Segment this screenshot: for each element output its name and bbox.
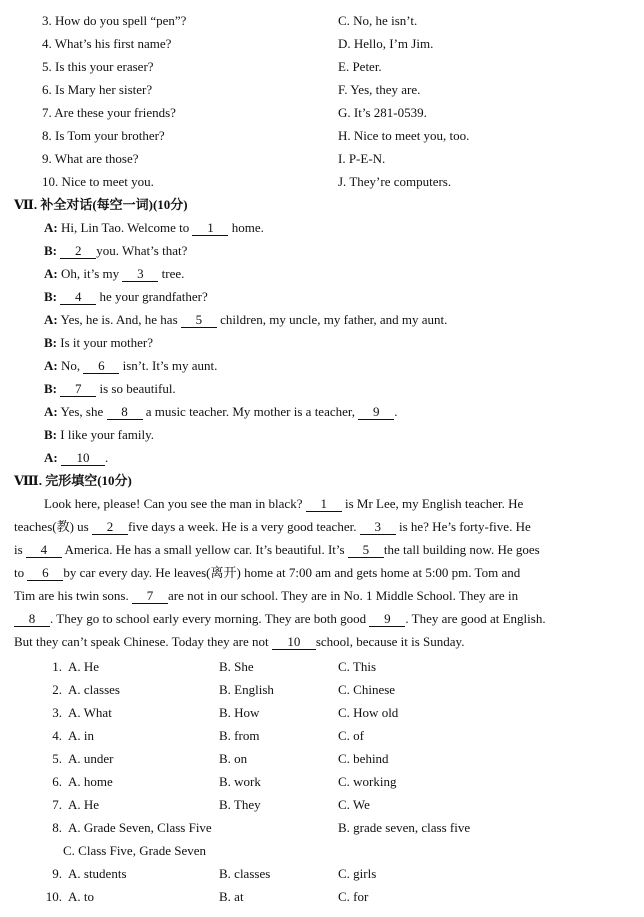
option-row [0,747,644,770]
blank-3[interactable]: 3 [122,266,158,282]
option-b[interactable]: B. on [219,751,248,766]
answer-item: D. Hello, I’m Jim. [338,36,434,51]
matching-row [0,170,644,193]
matching-row [0,124,644,147]
answer-item: I. P-E-N. [338,151,386,166]
option-b[interactable]: B. She [219,659,254,674]
option-b[interactable]: B. English [219,682,274,697]
question-item: 3. How do you spell “pen”? [42,13,187,28]
speaker-label: A: [44,450,58,465]
blank-7[interactable]: 7 [60,381,96,397]
dialogue-line: A: Oh, it’s my 3 tree. [44,266,185,281]
option-number: 6. [52,774,62,789]
option-number: 8. [52,820,62,835]
blank-4[interactable]: 4 [60,289,96,305]
option-b[interactable]: B. at [219,889,244,904]
option-c[interactable]: C. girls [338,866,377,881]
matching-row [0,9,644,32]
speaker-label: B: [44,335,57,350]
option-b[interactable]: B. from [219,728,260,743]
option-number: 5. [52,751,62,766]
cloze-blank-4[interactable]: 4 [26,542,62,558]
speaker-label: B: [44,243,57,258]
cloze-blank-1[interactable]: 1 [306,496,342,512]
passage-line: Tim are his twin sons. 7 are not in our school. They are in No. 1 Middle School. They are in [14,588,519,603]
answer-item: C. No, he isn’t. [338,13,418,28]
answer-item: H. Nice to meet you, too. [338,128,470,143]
option-row [0,839,644,862]
speaker-label: A: [44,266,58,281]
blank-10[interactable]: 10 [61,450,105,466]
speaker-label: B: [44,381,57,396]
option-a[interactable]: A. students [68,866,127,881]
question-item: 10. Nice to meet you. [42,174,154,189]
speaker-label: A: [44,220,58,235]
dialogue-line: B: 4 he your grandfather? [44,289,208,304]
cloze-blank-2[interactable]: 2 [92,519,128,535]
option-b[interactable]: B. grade seven, class five [338,820,471,835]
dialogue-line: B: 7 is so beautiful. [44,381,176,396]
question-item: 4. What’s his first name? [42,36,172,51]
dialogue-line: A: No, 6 isn’t. It’s my aunt. [44,358,218,373]
answer-item: J. They’re computers. [338,174,452,189]
option-c[interactable]: C. behind [338,751,389,766]
cloze-blank-5[interactable]: 5 [348,542,384,558]
speaker-label: A: [44,312,58,327]
cloze-blank-7[interactable]: 7 [132,588,168,604]
option-number: 4. [52,728,62,743]
dialogue-line: B: I like your family. [44,427,154,442]
blank-2[interactable]: 2 [60,243,96,259]
matching-row [0,78,644,101]
question-item: 8. Is Tom your brother? [42,128,165,143]
option-c[interactable]: C. This [338,659,377,674]
option-a[interactable]: A. What [68,705,112,720]
option-row [0,862,644,885]
answer-item: E. Peter. [338,59,382,74]
option-c[interactable]: C. of [338,728,364,743]
passage-line: But they can’t speak Chinese. Today they are not 10 school, because it is Sunday. [14,634,465,649]
blank-5[interactable]: 5 [181,312,217,328]
question-item: 5. Is this your eraser? [42,59,154,74]
passage-line: 8 . They go to school early every morning. They are both good 9 . They are good at English. [0,607,644,630]
option-c[interactable]: C. working [338,774,397,789]
option-b[interactable]: B. They [219,797,261,812]
option-row [0,678,644,701]
option-row [0,724,644,747]
option-row [0,885,644,908]
question-item: 6. Is Mary her sister? [42,82,153,97]
option-c[interactable]: C. How old [338,705,399,720]
speaker-label: A: [44,358,58,373]
option-row [0,655,644,678]
option-number: 9. [52,866,62,881]
dialogue-line: A: Hi, Lin Tao. Welcome to 1 home. [44,220,264,235]
option-b[interactable]: B. How [219,705,260,720]
option-a[interactable]: A. to [68,889,94,904]
cloze-blank-6[interactable]: 6 [27,565,63,581]
option-row [0,701,644,724]
blank-1[interactable]: 1 [192,220,228,236]
option-a[interactable]: A. home [68,774,113,789]
matching-row [0,32,644,55]
passage-line: teaches(教) us 2 five days a week. He is a very good teacher. 3 is he? He’s forty-five. He [14,519,531,534]
cloze-blank-9[interactable]: 9 [369,611,405,627]
section-title: Ⅷ. 完形填空(10分) [14,473,132,488]
matching-row [0,101,644,124]
option-number: 3. [52,705,62,720]
option-row [0,793,644,816]
answer-item: F. Yes, they are. [338,82,421,97]
matching-row [0,55,644,78]
cloze-blank-3[interactable]: 3 [360,519,396,535]
cloze-blank-8[interactable]: 8 [14,611,50,627]
option-a[interactable]: A. Grade Seven, Class Five [68,820,212,835]
blank-8[interactable]: 8 [107,404,143,420]
speaker-label: A: [44,404,58,419]
cloze-blank-10[interactable]: 10 [272,634,316,650]
option-c[interactable]: C. We [338,797,370,812]
dialogue-line: B: 2 you. What’s that? [44,243,188,258]
option-b[interactable]: B. work [219,774,261,789]
option-number: 1. [52,659,62,674]
option-a[interactable]: A. under [68,751,114,766]
blank-9[interactable]: 9 [358,404,394,420]
option-number: 2. [52,682,62,697]
matching-row [0,147,644,170]
option-row [0,770,644,793]
speaker-label: B: [44,427,57,442]
section-title: Ⅶ. 补全对话(每空一词)(10分) [14,197,188,212]
dialogue-line: A: Yes, she 8 a music teacher. My mother is a teacher, 9 . [44,404,398,419]
passage-line: is 4 America. He has a small yellow car. It’s beautiful. It’s 5 the tall building now. He goes [14,542,540,557]
option-a[interactable]: A. He [68,659,100,674]
answer-item: G. It’s 281-0539. [338,105,427,120]
option-c[interactable]: C. Class Five, Grade Seven [63,843,206,858]
option-b[interactable]: B. classes [219,866,271,881]
blank-6[interactable]: 6 [83,358,119,374]
option-row [0,816,644,839]
option-a[interactable]: A. He [68,797,100,812]
passage-line: to 6 by car every day. He leaves(离开) home at 7:00 am and gets home at 5:00 pm. Tom and [14,565,521,580]
option-a[interactable]: A. classes [68,682,120,697]
speaker-label: B: [44,289,57,304]
option-a[interactable]: A. in [68,728,94,743]
option-number: 10. [45,889,62,904]
dialogue-line: B: Is it your mother? [44,335,154,350]
question-item: 7. Are these your friends? [42,105,176,120]
option-number: 7. [52,797,62,812]
option-c[interactable]: C. for [338,889,369,904]
option-c[interactable]: C. Chinese [338,682,396,697]
passage-line: Look here, please! Can you see the man in black? 1 is Mr Lee, my English teacher. He [44,496,524,511]
dialogue-line: A: 10 . [44,450,109,465]
dialogue-line: A: Yes, he is. And, he has 5 children, my uncle, my father, and my aunt. [44,312,448,327]
question-item: 9. What are those? [42,151,139,166]
